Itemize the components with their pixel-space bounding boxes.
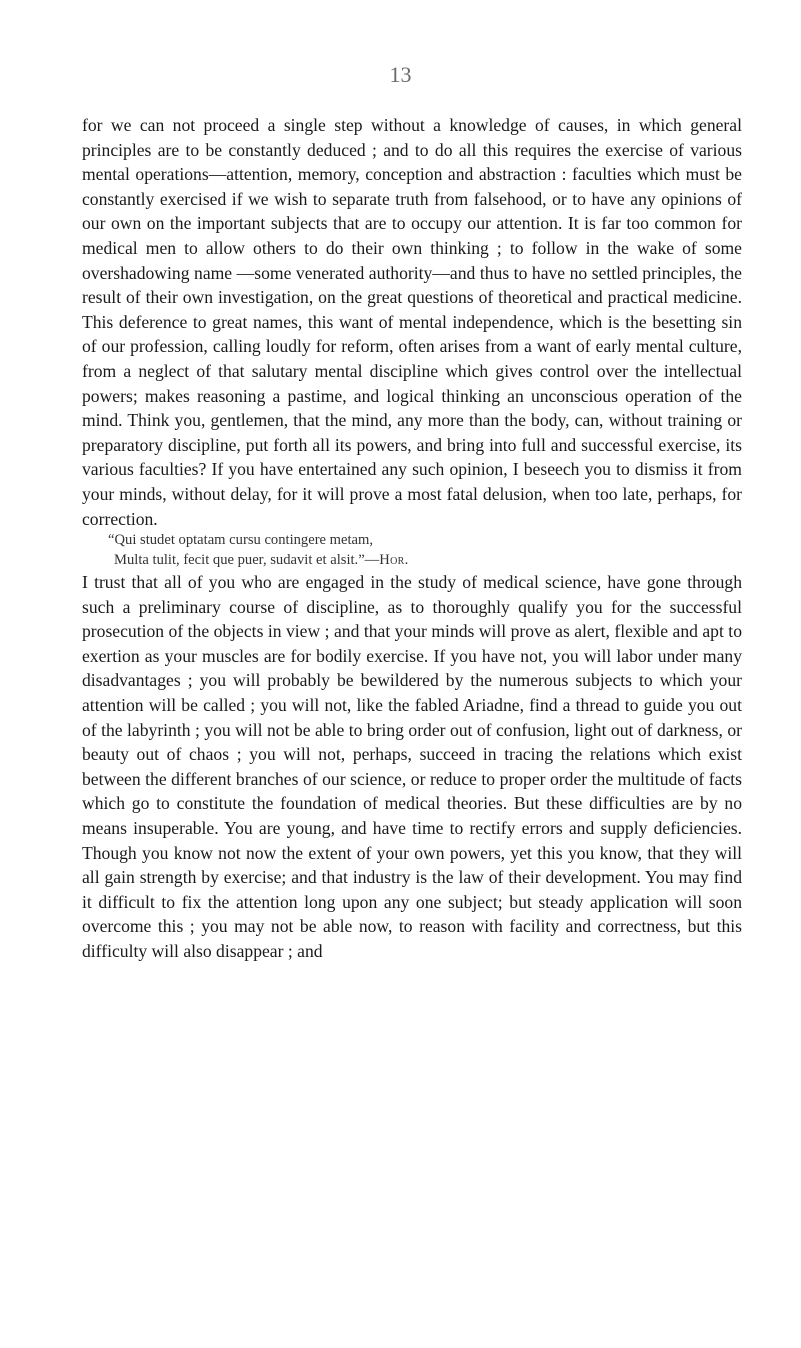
quote-source: Hor. bbox=[379, 551, 409, 568]
quote-line-1: “Qui studet optatam cursu contingere metam, bbox=[108, 532, 374, 549]
page-number: 13 bbox=[389, 62, 412, 87]
quote-line-2 bbox=[114, 551, 742, 571]
page-body bbox=[82, 113, 742, 964]
latin-quote bbox=[82, 531, 742, 570]
paragraph-2: I trust that all of you who are engaged in the study of medical science, have gone through such a preliminary course of discipline, as to thoroughly qualify you for the successful prosecution of the objects in view ; and that your minds will prove as alert, flexible and apt to exertion as your muscles are for bodily exercise. If you have not, you will labor under many disadvantages ; you will probably be bewildered by the numerous subjects to which your attention will be called ; you will not, like the fabled Ariadne, find a thread to guide you out of the labyrinth ; you will not be able to bring order out of confusion, light out of darkness, or beauty out of chaos ; you will not, perhaps, succeed in tracing the relations which exist between the different branches of our science, or reduce to proper order the multitude of facts which go to constitute the foundation of medical theories. But these difficulties are by no means insuperable. You are young, and have time to rectify errors and supply deficiencies. Though you know not now the extent of your own powers, yet this you know, that they will all gain strength by exercise; and that industry is the law of their development. You may find it difficult to fix the attention long upon any one subject; but steady application will soon overcome this ; you may not be able now, to reason with facility and correctness, but this difficulty will also disappear ; and bbox=[82, 572, 742, 961]
paragraph-1: for we can not proceed a single step without a knowledge of causes, in which general principles are to be constantly deduced ; and to do all this requires the exercise of various mental operations—attention, memory, conception and abstraction : faculties which must be constantly exercised if we wish to separate truth from falsehood, or to have any opinions of our own on the important subjects that are to occupy our attention. It is far too common for medical men to allow others to do their own thinking ; to follow in the wake of some overshadowing name —some venerated authority—and thus to have no settled principles, the result of their own investigation, on the great questions of theoretical and practical medicine. This deference to great names, this want of mental independence, which is the besetting sin of our profession, calling loudly for reform, often arises from a want of early mental culture, from a neglect of that salutary mental discipline which gives control over the intellectual powers; makes reasoning a pastime, and logical thinking an unconscious operation of the mind. Think you, gentlemen, that the mind, any more than the body, can, without training or preparatory discipline, put forth all its powers, and bring into full and successful exercise, its various faculties? If you have entertained any such opinion, I beseech you to dismiss it from your minds, without delay, for it will prove a most fatal delusion, when too late, perhaps, for correction. bbox=[82, 115, 742, 529]
quote-line-2-text: Multa tulit, fecit que puer, sudavit et alsit.”— bbox=[114, 551, 380, 568]
